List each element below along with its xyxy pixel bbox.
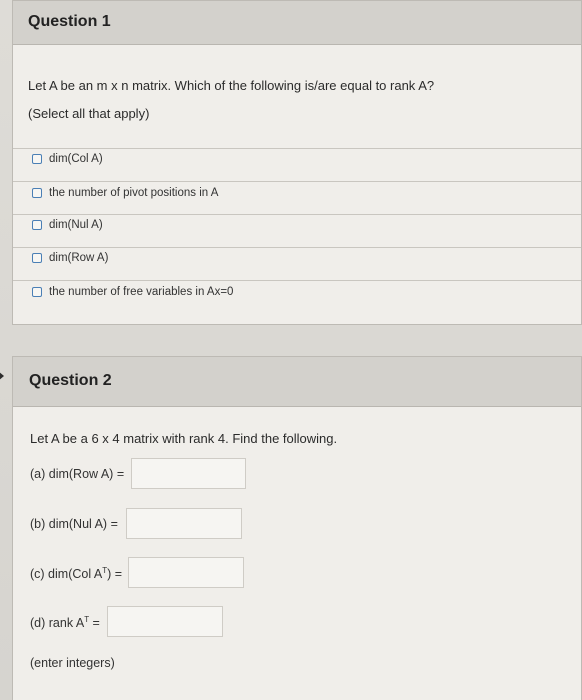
checkbox[interactable] <box>32 154 42 164</box>
part-d-input[interactable] <box>107 606 223 637</box>
part-c-label <box>30 566 122 581</box>
option-dim-nul-a[interactable] <box>32 219 103 231</box>
option-separator <box>13 247 581 248</box>
question-2-prompt: Let A be a 6 x 4 matrix with rank 4. Find the following. <box>30 431 338 446</box>
question-1-instruction: (Select all that apply) <box>28 106 150 121</box>
current-question-marker <box>0 371 4 381</box>
option-separator <box>13 181 581 182</box>
option-label: the number of free variables in Ax=0 <box>49 286 234 298</box>
option-label: dim(Col A) <box>49 153 103 165</box>
part-a-label: (a) dim(Row A) = <box>30 467 125 481</box>
part-b-input[interactable] <box>126 508 242 539</box>
checkbox[interactable] <box>32 253 42 263</box>
checkbox[interactable] <box>32 287 42 297</box>
transpose-superscript: T <box>102 566 108 575</box>
part-d-label-suffix: = <box>89 616 100 631</box>
question-1-header <box>13 1 581 45</box>
question-2-note: (enter integers) <box>30 656 115 670</box>
checkbox[interactable] <box>32 220 42 230</box>
option-separator <box>13 280 581 281</box>
question-2-card <box>12 356 582 700</box>
checkbox[interactable] <box>32 188 42 198</box>
question-1-card <box>12 0 582 325</box>
option-dim-row-a[interactable] <box>32 252 108 264</box>
part-b-label: (b) dim(Nul A) = <box>30 517 118 531</box>
part-c-label-prefix: (c) dim(Col A <box>30 567 103 582</box>
option-label: dim(Nul A) <box>49 219 103 231</box>
option-separator <box>13 214 581 215</box>
question-2-header <box>13 357 581 407</box>
option-free-variables[interactable] <box>32 286 233 298</box>
question-1-prompt: Let A be an m x n matrix. Which of the following is/are equal to rank A? <box>28 78 435 93</box>
question-2-title: Question 2 <box>29 372 112 389</box>
part-c-label-suffix: ) = <box>107 567 123 582</box>
option-dim-col-a[interactable] <box>32 153 103 165</box>
question-1-title: Question 1 <box>28 13 111 30</box>
part-c-input[interactable] <box>128 557 244 588</box>
part-a-input[interactable] <box>131 458 246 489</box>
option-label: dim(Row A) <box>49 252 109 264</box>
part-d-label-prefix: (d) rank A <box>30 616 85 631</box>
part-d-label <box>30 615 100 630</box>
option-label: the number of pivot positions in A <box>49 187 219 199</box>
option-pivot-positions[interactable] <box>32 187 218 199</box>
transpose-superscript: T <box>84 615 90 624</box>
option-separator <box>13 148 581 149</box>
